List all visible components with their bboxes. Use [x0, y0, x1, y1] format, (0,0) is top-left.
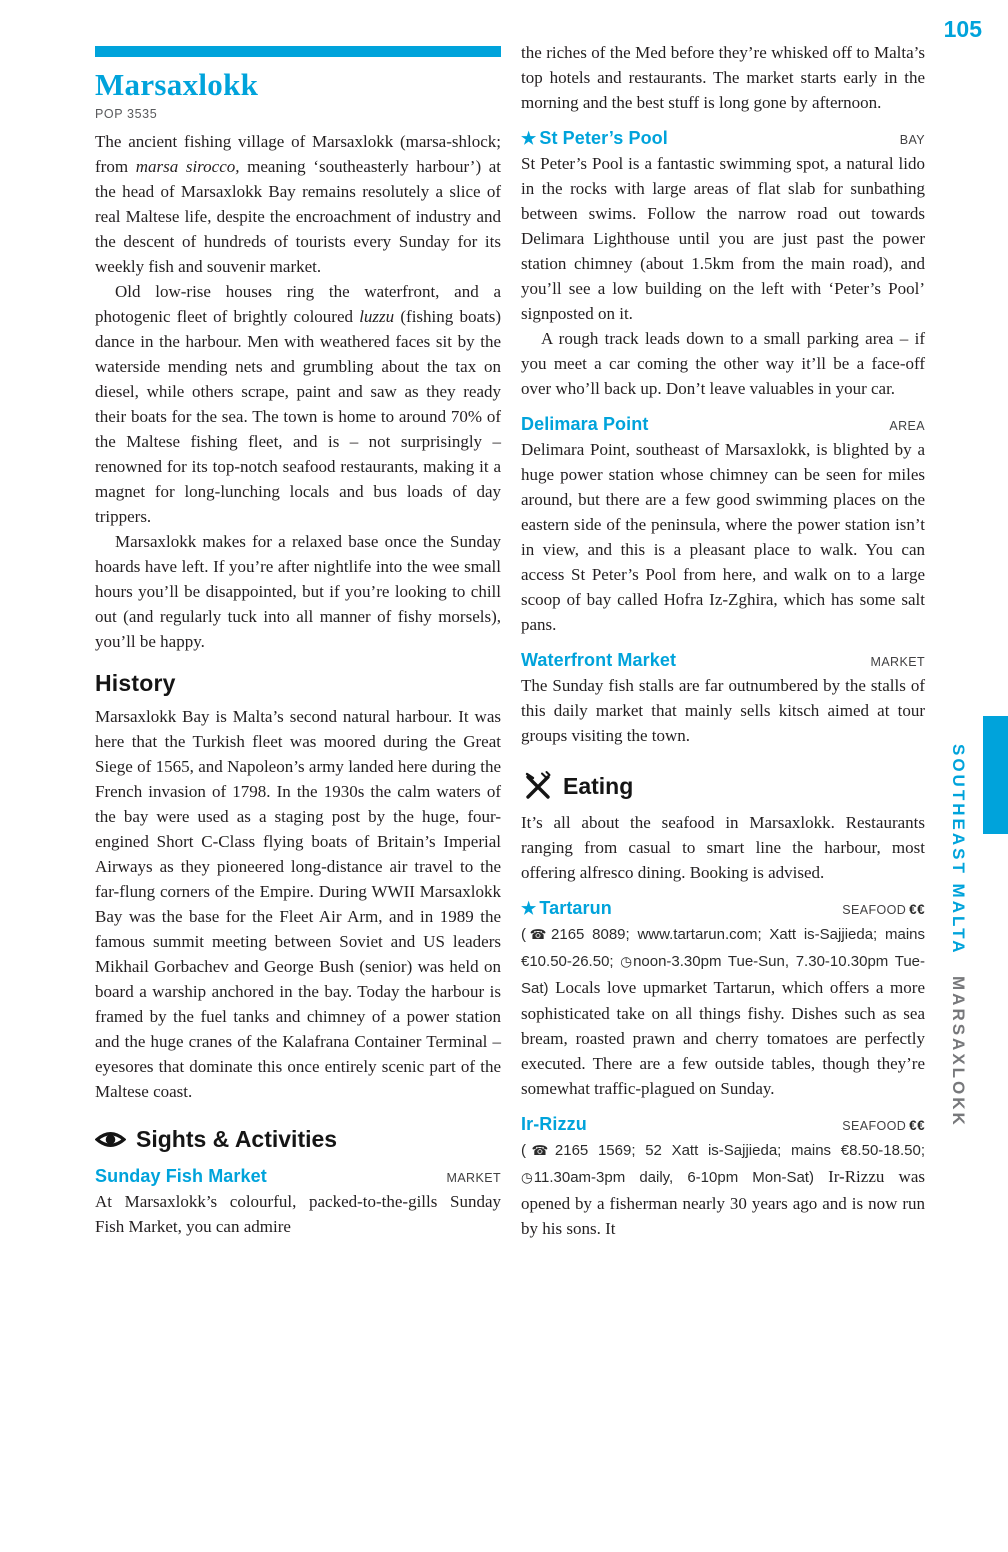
edge-tab-labels: [948, 744, 968, 1127]
sights-activities-title: Sights & Activities: [136, 1125, 338, 1152]
listing-name-text: Tartarun: [539, 898, 612, 918]
listing-name: Ir-Rizzu: [521, 1114, 587, 1134]
category-text: SEAFOOD: [842, 903, 907, 917]
town-label: MARSAXLOKK: [949, 975, 968, 1128]
right-column: [521, 40, 925, 1241]
intro-paragraph-3: Marsaxlokk makes for a relaxed base once the Sunday hoards have left. If you’re after nightlife into the wee small hours you’ll be disappointed, but if you’re looking to chill out (and regularly tuck into all manner of fishy morsels), you’ll be happy.: [95, 531, 501, 651]
listing-name: [521, 898, 612, 919]
population-label: POP 3535: [95, 106, 158, 121]
review-text: Ir-Rizzu was opened by a fisherman nearly 30 years ago and is now run by his sons. It: [521, 1167, 925, 1238]
page-number: 105: [943, 16, 982, 42]
listing-category: MARKET: [446, 1170, 501, 1185]
price-indicator: €€: [909, 902, 925, 917]
listing-ir-rizzu: [521, 1114, 925, 1135]
contact-details: 2165 8089; www.tartarun.com; Xatt is-Sajjieda; mains €10.50-26.50;: [521, 926, 925, 970]
listing-category: [842, 902, 925, 917]
phone-icon: ☎: [526, 927, 551, 943]
listing-category: BAY: [899, 133, 925, 147]
eating-heading: [521, 770, 925, 802]
town-title: Marsaxlokk: [95, 67, 259, 102]
listing-body: A rough track leads down to a small parking area – if you meet a car coming the other way it’ll be a face-off over who’ll back up. Don’t leave valuables in your car.: [521, 329, 925, 398]
listing-tartarun: [521, 898, 925, 919]
listing-body: At Marsaxlokk’s colourful, packed-to-the-gills Sunday Fish Market, you can admire: [95, 1191, 501, 1236]
listing-waterfront-market: [521, 650, 925, 671]
eating-title: Eating: [563, 772, 634, 799]
listing-name: Sunday Fish Market: [95, 1165, 267, 1186]
listing-name: Delimara Point: [521, 414, 649, 434]
chapter-color-bar: [95, 46, 501, 57]
opening-hours: noon-3.30pm Tue-Sun, 7.30-10.30pm Tue-Sat): [521, 953, 925, 997]
eye-icon: [95, 1127, 126, 1152]
listing-category: AREA: [889, 419, 925, 433]
history-paragraph: Marsaxlokk Bay is Malta’s second natural harbour. It was here that the Turkish fleet was moored during the Great Siege of 1565, and Napoleon’s army landed here during the French invasion of 1798. In the 1930s the calm waters of the bay were used as a staging post by the huge, four-engined Short C-Class flying boats of Britain’s Imperial Airways as they pioneered long-distance air travel to the far-flung corners of the Empire. During WWII Marsaxlokk Bay was the base for the Fleet Air Arm, and in 1989 the famous summit meeting between Soviet and US leaders Mikhail Gorbachev and George Bush (senior) was held on board a warship anchored in the bay. Today the harbour is framed by the fuel tanks and chimney of a power station and the huge cranes of the Kalafrana Container Terminal – eyesores that dominate this once entirely scenic part of the Maltese coast.: [95, 706, 501, 1101]
listing-name: Waterfront Market: [521, 650, 677, 670]
top-choice-star-icon: ★: [521, 129, 537, 148]
listing-name-text: St Peter’s Pool: [539, 128, 668, 148]
category-text: SEAFOOD: [842, 1119, 907, 1133]
listing-category: [842, 1118, 925, 1133]
chapter-edge-tab: [983, 716, 1008, 834]
review-text: Locals love upmarket Tartarun, which offers a more sophisticated take on all things fishy. Dishes such as sea bream, roasted prawn and cherry tomatoes are perfectly executed. There are a few outside tables, though they’re somewhat traffic-plagued on Sunday.: [521, 978, 925, 1098]
continuation-paragraph: the riches of the Med before they’re whisked off to Malta’s top hotels and restaurants. The market starts early in the morning and the best stuff is long gone by afternoon.: [521, 43, 925, 112]
opening-hours: 11.30am-3pm daily, 6-10pm Mon-Sat): [533, 1169, 829, 1186]
contact-details: 2165 1569; 52 Xatt is-Sajjieda; mains €8.50-18.50;: [554, 1142, 925, 1159]
left-column: [95, 46, 501, 1239]
listing-category: MARKET: [870, 655, 925, 669]
sights-activities-heading: [95, 1126, 501, 1153]
cutlery-icon: [521, 770, 553, 802]
listing-body: [521, 921, 925, 1101]
listing-body: St Peter’s Pool is a fantastic swimming spot, a natural lido in the rocks with large areas of flat slab for sunbathing between swims. Follow the narrow road out towards Delimara Lighthouse until you are just past the power station chimney (about 1.5km from the main road), and you’ll see a low building on the left with ‘Peter’s Pool’ signposted on it.: [521, 154, 925, 323]
listing-name: [521, 128, 668, 149]
listing-body: Delimara Point, southeast of Marsaxlokk, is blighted by a huge power station whose chimney can be seen for miles around, but there are a few good swimming places on the eastern side of the peninsula, where the power station isn’t in view, and this is a pleasant place to walk. You can access St Peter’s Pool from here, and walk on to a large scoop of bay called Hofra Iz-Zghira, which has some salt pans.: [521, 440, 925, 634]
top-choice-star-icon: ★: [521, 899, 537, 918]
info-open: (: [521, 1142, 526, 1159]
listing-body: The Sunday fish stalls are far outnumbered by the stalls of this daily market that mainly sells kitsch aimed at tour groups visiting the town.: [521, 676, 925, 745]
listing-sunday-fish-market: [95, 1166, 501, 1187]
region-label: SOUTHEAST MALTA: [949, 744, 968, 956]
listing-delimara-point: [521, 414, 925, 435]
eating-intro: It’s all about the seafood in Marsaxlokk. Restaurants ranging from casual to smart line the harbour, most offering alfresco dining. Booking is advised.: [521, 813, 925, 882]
history-heading: History: [95, 669, 176, 696]
intro-paragraph-1: The ancient fishing village of Marsaxlokk (marsa-shlock; from marsa sirocco, meaning ‘southeasterly harbour’) at the head of Marsaxlokk Bay remains resolutely a slice of real Maltese life, despite the encroachment of industry and the descent of hundreds of tourists every Sunday for its weekly fish and souvenir market.: [95, 131, 501, 276]
price-indicator: €€: [909, 1118, 925, 1133]
clock-icon: ◷: [620, 954, 633, 970]
phone-icon: ☎: [526, 1143, 554, 1159]
listing-body: [521, 1137, 925, 1241]
listing-st-peters-pool: [521, 128, 925, 149]
info-open: (: [521, 926, 526, 943]
clock-icon: ◷: [521, 1170, 533, 1186]
intro-paragraph-2: Old low-rise houses ring the waterfront, and a photogenic fleet of brightly coloured luzzu (fishing boats) dance in the harbour. Men with weathered faces sit by the waterside mending nets and grumbling about the tax on diesel, while others scrape, paint and saw as they ready their boats for the sea. The town is home to around 70% of the Maltese fishing fleet, and is – not surprisingly – renowned for its top-notch seafood restaurants, making it a magnet for long-lunching locals and bus loads of day trippers.: [95, 281, 501, 526]
